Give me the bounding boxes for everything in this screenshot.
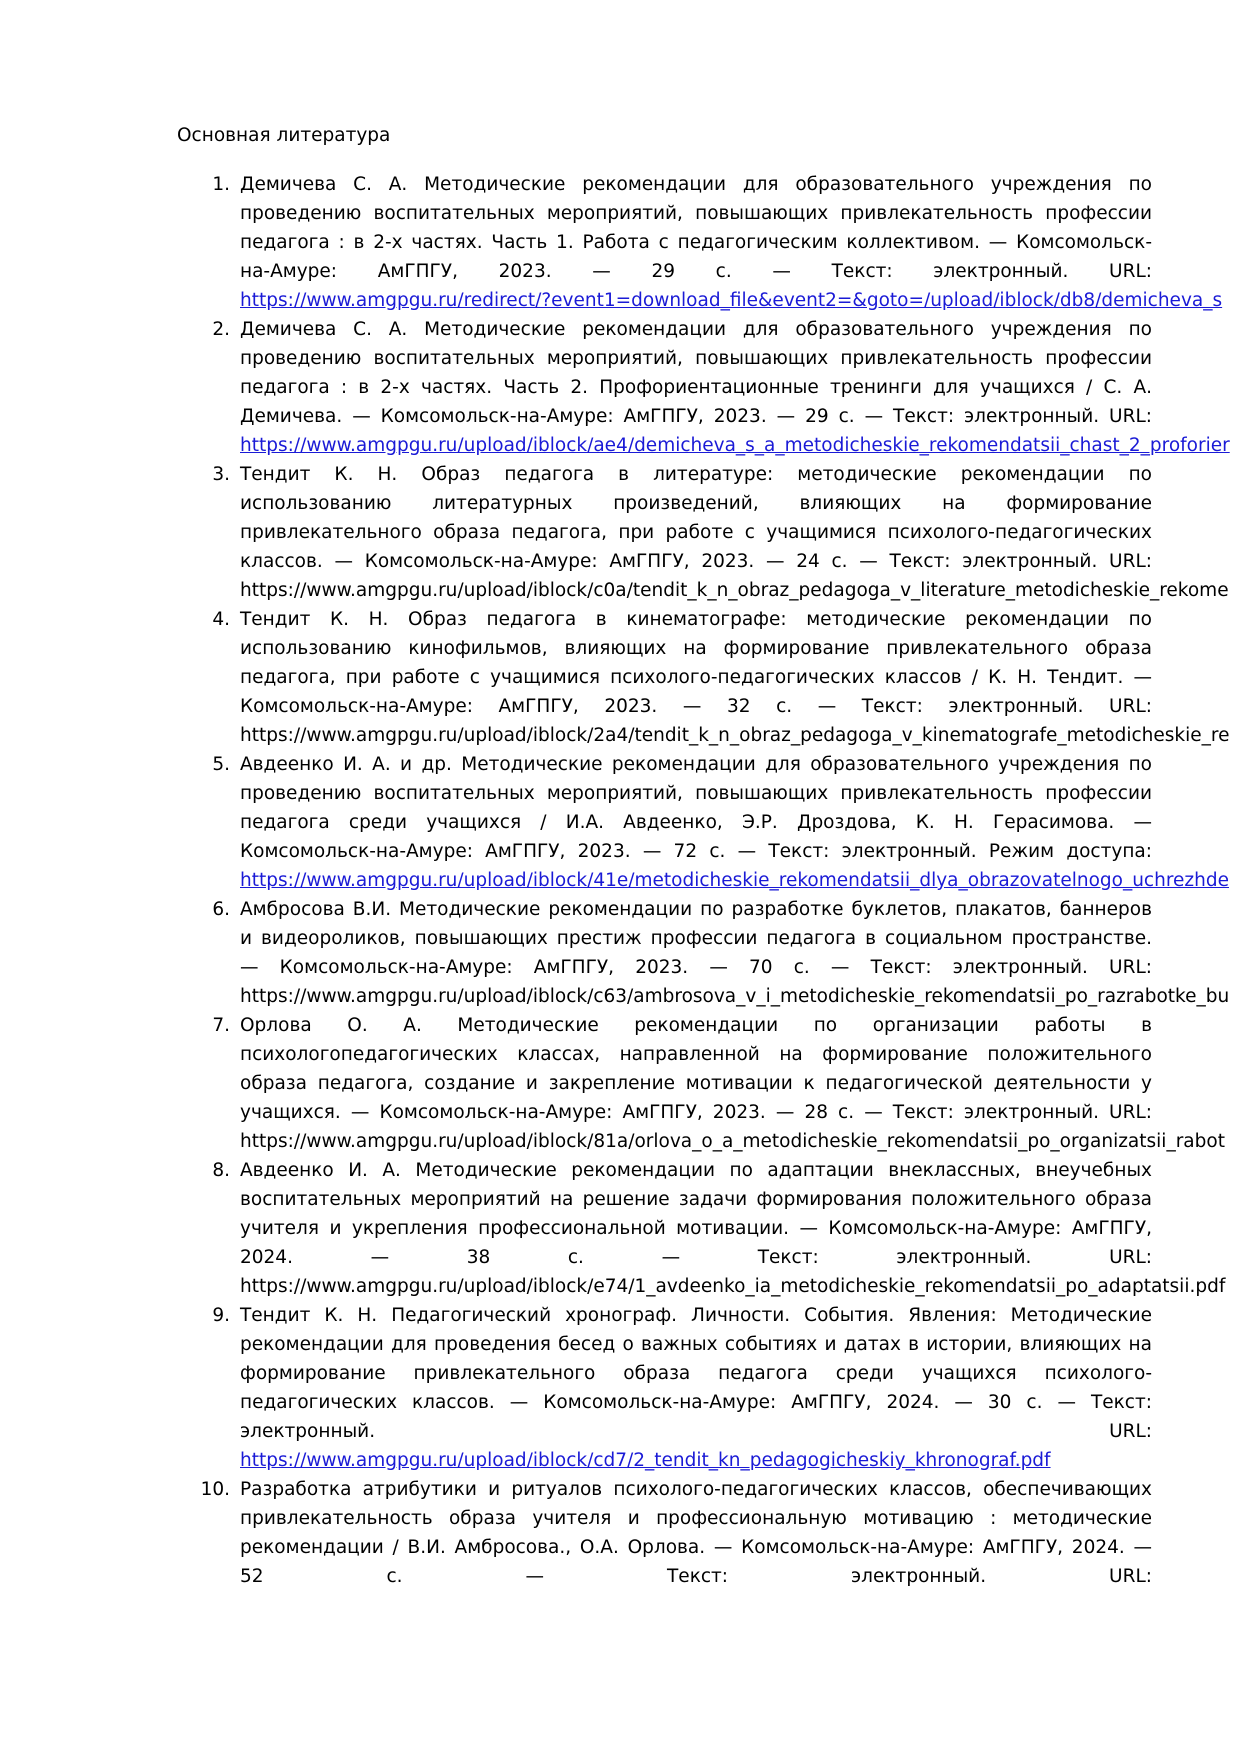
reference-entry [0,1156,1241,1301]
reference-entry [0,1011,1241,1156]
entry-number: 9. [212,1305,230,1326]
entry-number: 6. [212,899,230,920]
entry-number: 2. [212,319,230,340]
reference-entry [0,315,1241,460]
entry-text-line: и видеороликов, повышающих престиж профессии педагога в социальном пространстве. [240,928,1152,949]
entry-text-line: проведению воспитательных мероприятий, повышающих привлекательность профессии [240,203,1152,224]
entry-text-line: рекомендации / В.И. Амбросова., О.А. Орлова. — Комсомольск-на-Амуре: АмГПГУ, 2024. — [240,1537,1152,1558]
entry-text-line: привлекательность образа учителя и профессиональную мотивацию : методические [240,1508,1152,1529]
reference-entry [0,605,1241,750]
reference-list [0,170,1241,1591]
entry-text-line: электронный. URL: [240,1421,1152,1442]
entry-text-line: учителя и укрепления профессиональной мотивации. — Комсомольск-на-Амуре: АмГПГУ, [240,1218,1152,1239]
entry-number: 7. [212,1015,230,1036]
reference-entry [0,170,1241,315]
section-heading: Основная литература [177,125,391,146]
entry-url-line [240,431,1241,460]
entry-url-line [240,1127,1241,1156]
url-link[interactable]: https://www.amgpgu.ru/upload/iblock/41e/metodicheskie_rekomendatsii_dlya_obrazovatelnogo_uchrezhde [240,870,1229,891]
entry-number: 4. [212,609,230,630]
reference-entry [0,460,1241,605]
entry-text-line: формирование привлекательного образа педагога среди учащихся психолого- [240,1363,1152,1384]
entry-text-line: Комсомольск-на-Амуре: АмГПГУ, 2023. — 72 с. — Текст: электронный. Режим доступа: [240,841,1152,862]
entry-text-line: Авдеенко И. А. и др. Методические рекомендации для образовательного учреждения по [240,754,1152,775]
url-text: https://www.amgpgu.ru/upload/iblock/2a4/tendit_k_n_obraz_pedagoga_v_kinematografe_metodicheskie_re [240,725,1230,746]
entry-url-line [240,721,1241,750]
entry-text-line: Тендит К. Н. Образ педагога в кинематографе: методические рекомендации по [240,609,1152,630]
entry-text-line: учащихся. — Комсомольск-на-Амуре: АмГПГУ, 2023. — 28 с. — Текст: электронный. URL: [240,1102,1152,1123]
entry-url-line [240,982,1241,1011]
entry-text-line: Амбросова В.И. Методические рекомендации по разработке буклетов, плакатов, баннеров [240,899,1152,920]
entry-number: 3. [212,464,230,485]
reference-entry [0,895,1241,1011]
entry-number: 10. [200,1479,230,1500]
url-text: https://www.amgpgu.ru/upload/iblock/81a/orlova_o_a_metodicheskie_rekomendatsii_po_organizatsii_rabot [240,1131,1225,1152]
reference-entry [0,1475,1241,1591]
url-text: https://www.amgpgu.ru/upload/iblock/e74/1_avdeenko_ia_metodicheskie_rekomendatsii_po_adaptatsii.pdf [240,1276,1226,1297]
url-text: https://www.amgpgu.ru/upload/iblock/c0a/tendit_k_n_obraz_pedagoga_v_literature_metodicheskie_rekome [240,580,1229,601]
entry-text-line: психологопедагогических классах, направленной на формирование положительного [240,1044,1152,1065]
entry-text-line: рекомендации для проведения бесед о важных событиях и датах в истории, влияющих на [240,1334,1152,1355]
url-link[interactable]: https://www.amgpgu.ru/upload/iblock/cd7/2_tendit_kn_pedagogicheskiy_khronograf.pdf [240,1450,1051,1471]
entry-text-line: Тендит К. Н. Педагогический хронограф. Личности. События. Явления: Методические [240,1305,1152,1326]
entry-text-line: на-Амуре: АмГПГУ, 2023. — 29 с. — Текст: электронный. URL: [240,261,1152,282]
entry-text-line: Разработка атрибутики и ритуалов психолого-педагогических классов, обеспечивающих [240,1479,1152,1500]
entry-number: 8. [212,1160,230,1181]
reference-entry [0,750,1241,895]
entry-text-line: Комсомольск-на-Амуре: АмГПГУ, 2023. — 32 с. — Текст: электронный. URL: [240,696,1152,717]
entry-text-line: Орлова О. А. Методические рекомендации по организации работы в [240,1015,1152,1036]
url-link[interactable]: https://www.amgpgu.ru/redirect/?event1=download_file&event2=&goto=/upload/iblock/db8/demicheva_s [240,290,1223,311]
entry-text-line: использованию литературных произведений, влияющих на формирование [240,493,1152,514]
entry-number: 5. [212,754,230,775]
entry-text-line: Демичева. — Комсомольск-на-Амуре: АмГПГУ, 2023. — 29 с. — Текст: электронный. URL: [240,406,1152,427]
entry-text-line: воспитательных мероприятий на решение задачи формирования положительного образа [240,1189,1152,1210]
entry-url-line [240,576,1241,605]
url-link[interactable]: https://www.amgpgu.ru/upload/iblock/ae4/demicheva_s_a_metodicheskie_rekomendatsii_chast_2_proforier [240,435,1230,456]
entry-text-line: проведению воспитательных мероприятий, повышающих привлекательность профессии [240,348,1152,369]
entry-text-line: классов. — Комсомольск-на-Амуре: АмГПГУ, 2023. — 24 с. — Текст: электронный. URL: [240,551,1152,572]
entry-text-line: педагога среди учащихся / И.А. Авдеенко, Э.Р. Дроздова, К. Н. Герасимова. — [240,812,1152,833]
entry-text-line: педагогических классов. — Комсомольск-на-Амуре: АмГПГУ, 2024. — 30 с. — Текст: [240,1392,1152,1413]
entry-number: 1. [212,174,230,195]
entry-text-line: педагога : в 2-х частях. Часть 2. Профориентационные тренинги для учащихся / С. А. [240,377,1152,398]
entry-text-line: 2024. — 38 с. — Текст: электронный. URL: [240,1247,1152,1268]
entry-url-line [240,1446,1241,1475]
reference-entry [0,1301,1241,1475]
entry-text-line: 52 с. — Текст: электронный. URL: [240,1566,1152,1587]
entry-text-line: использованию кинофильмов, влияющих на формирование привлекательного образа [240,638,1152,659]
entry-text-line: Демичева С. А. Методические рекомендации для образовательного учреждения по [240,319,1152,340]
entry-text-line: образа педагога, создание и закрепление мотивации к педагогической деятельности у [240,1073,1152,1094]
entry-url-line [240,866,1241,895]
entry-text-line: привлекательного образа педагога, при работе с учащимися психолого-педагогических [240,522,1152,543]
entry-text-line: педагога : в 2-х частях. Часть 1. Работа с педагогическим коллективом. — Комсомольск- [240,232,1152,253]
entry-text-line: педагога, при работе с учащимися психолого-педагогических классов / К. Н. Тендит. — [240,667,1152,688]
entry-url-line [240,1272,1241,1301]
entry-text-line: — Комсомольск-на-Амуре: АмГПГУ, 2023. — 70 с. — Текст: электронный. URL: [240,957,1152,978]
entry-text-line: Демичева С. А. Методические рекомендации для образовательного учреждения по [240,174,1152,195]
entry-text-line: проведению воспитательных мероприятий, повышающих привлекательность профессии [240,783,1152,804]
entry-text-line: Тендит К. Н. Образ педагога в литературе: методические рекомендации по [240,464,1152,485]
url-text: https://www.amgpgu.ru/upload/iblock/c63/ambrosova_v_i_metodicheskie_rekomendatsii_po_razrabotke_bu [240,986,1230,1007]
entry-text-line: Авдеенко И. А. Методические рекомендации по адаптации внеклассных, внеучебных [240,1160,1152,1181]
entry-url-line [240,286,1241,315]
